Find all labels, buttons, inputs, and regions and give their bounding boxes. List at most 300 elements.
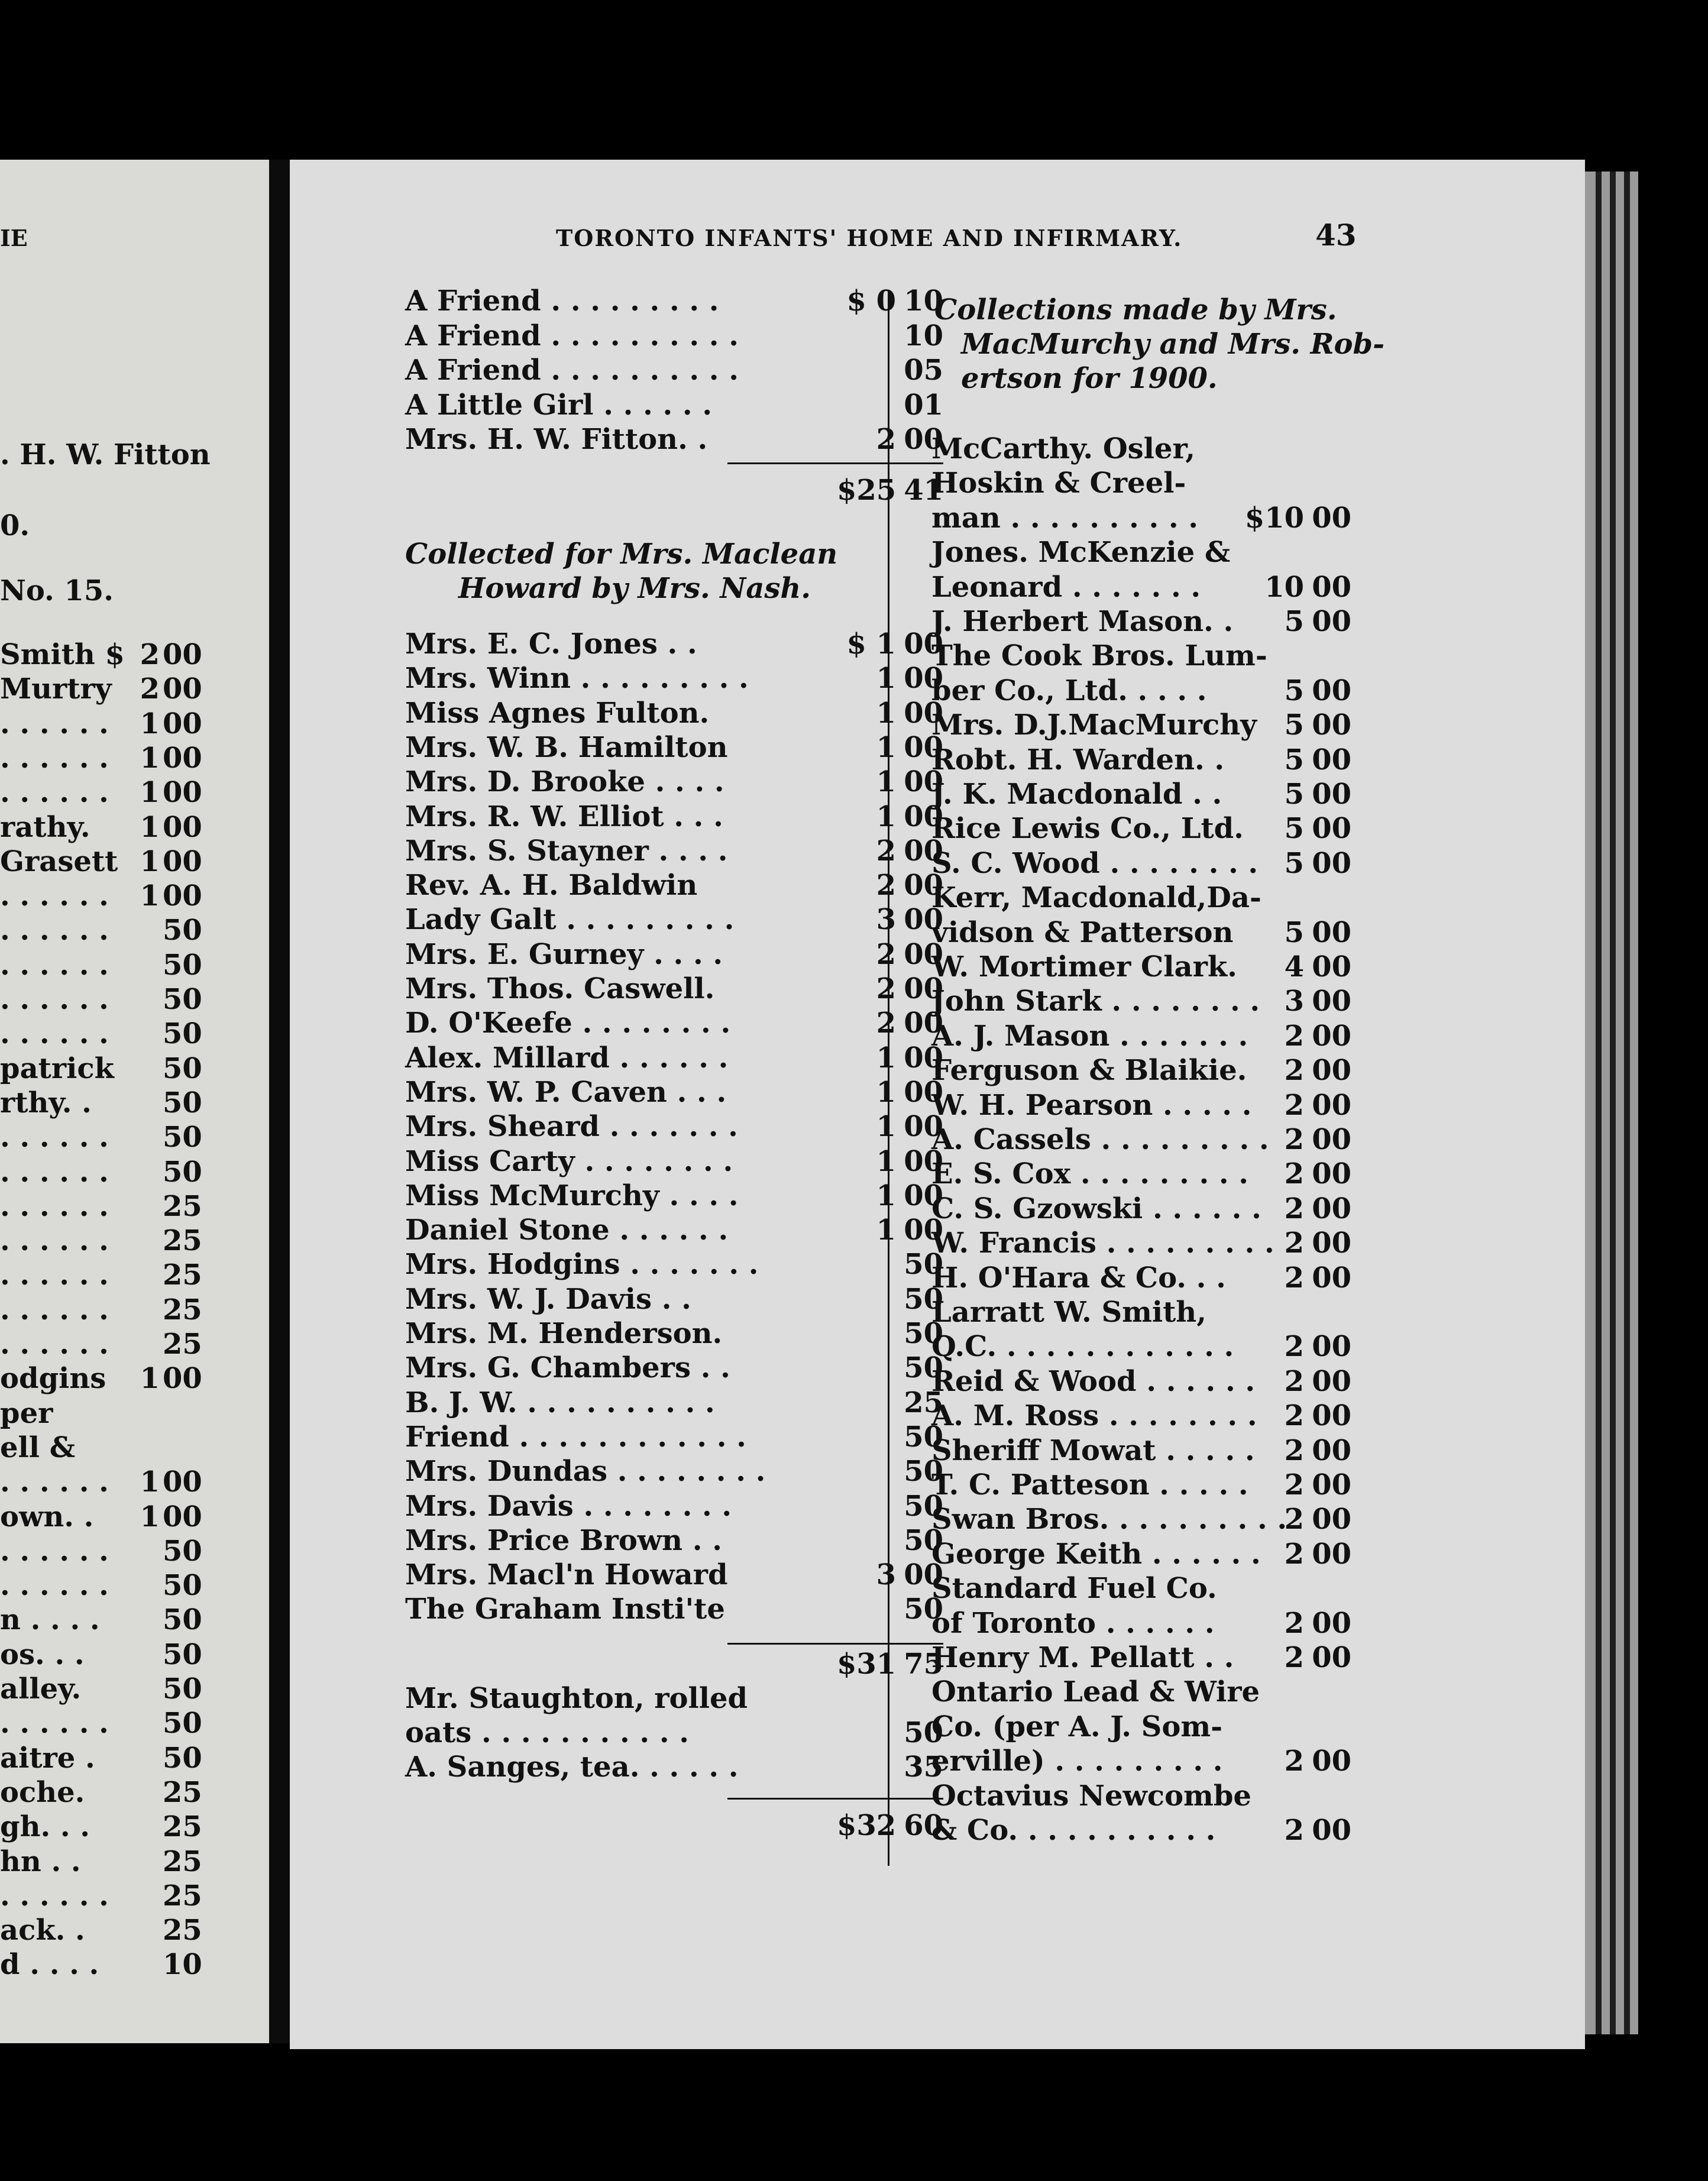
donor-name: . . . . . . bbox=[0, 1155, 109, 1189]
donor-name: Mr. Staughton, rolled bbox=[405, 1682, 748, 1715]
amount-cents: 50 bbox=[904, 1248, 943, 1282]
amount-dollars: 1 bbox=[876, 696, 896, 730]
donor-name: A Friend . . . . . . . . . . bbox=[405, 319, 739, 352]
donor-name: Swan Bros. . . . . . . . . . bbox=[931, 1503, 1288, 1536]
amount-dollars: 2 bbox=[1284, 1745, 1304, 1778]
amount-dollars: 1 bbox=[140, 1500, 160, 1533]
donor-name: A Friend . . . . . . . . . . bbox=[405, 354, 739, 387]
amount-cents: 75 bbox=[904, 1648, 943, 1681]
donor-name: J. Herbert Mason. . bbox=[931, 605, 1234, 638]
donor-name: . . . . . . bbox=[0, 1569, 109, 1603]
donor-name: A. J. Mason . . . . . . . bbox=[931, 1019, 1248, 1053]
donor-name: . . . . . . bbox=[0, 1224, 109, 1258]
section-heading: Howard by Mrs. Nash. bbox=[458, 572, 811, 605]
donor-name: W. Mortimer Clark. bbox=[931, 950, 1237, 983]
donor-name: . . . . . . bbox=[0, 1189, 109, 1223]
amount-dollars: 3 bbox=[876, 1558, 896, 1592]
amount-cents: 00 bbox=[904, 1075, 943, 1109]
donor-name: Mrs. W. P. Caven . . . bbox=[405, 1075, 727, 1109]
donor-name: Lady Galt . . . . . . . . . bbox=[405, 903, 735, 937]
donor-name: . . . . . . bbox=[0, 983, 109, 1016]
donor-name: Mrs. W. J. Davis . . bbox=[405, 1282, 691, 1316]
amount-dollars: 1 bbox=[140, 1465, 160, 1499]
amount-cents: 05 bbox=[904, 354, 943, 387]
amount-cents: 00 bbox=[904, 1214, 943, 1247]
amount-dollars: 5 bbox=[1284, 812, 1304, 846]
amount-cents: 25 bbox=[904, 1386, 943, 1419]
amount-dollars: 5 bbox=[1284, 605, 1304, 638]
donor-name: Mrs. Winn . . . . . . . . . bbox=[405, 662, 749, 695]
donor-name: rathy. bbox=[0, 810, 90, 844]
donor-name: Smith $ bbox=[0, 638, 125, 671]
amount-cents: 50 bbox=[904, 1489, 943, 1523]
donor-name: A. Cassels . . . . . . . . . bbox=[931, 1123, 1269, 1156]
amount-cents: 00 bbox=[1312, 1019, 1351, 1053]
donor-name: . . . . . . bbox=[0, 741, 109, 775]
amount-cents: 00 bbox=[1312, 1433, 1351, 1467]
amount-cents: 00 bbox=[1312, 501, 1351, 535]
amount-cents: 00 bbox=[1312, 708, 1351, 742]
amount-cents: 00 bbox=[1312, 1227, 1351, 1260]
donor-name: Mrs. Macl'n Howard bbox=[405, 1558, 728, 1592]
amount-dollars: 2 bbox=[1284, 1606, 1304, 1640]
amount-cents: 00 bbox=[904, 662, 943, 695]
amount-cents: 50 bbox=[163, 948, 202, 982]
donor-name: T. C. Patteson . . . . . bbox=[931, 1468, 1248, 1502]
donor-name: gh. . . bbox=[0, 1810, 90, 1844]
amount-cents: 00 bbox=[1312, 1261, 1351, 1295]
donor-name: ell & bbox=[0, 1431, 76, 1464]
donor-name: aitre . bbox=[0, 1741, 95, 1775]
amount-cents: 00 bbox=[904, 834, 943, 868]
amount-cents: 50 bbox=[904, 1716, 943, 1749]
amount-cents: 00 bbox=[1312, 1330, 1351, 1364]
donor-name: . . . . . . bbox=[0, 1293, 109, 1326]
amount-dollars: 2 bbox=[1284, 1019, 1304, 1053]
amount-cents: 00 bbox=[163, 707, 202, 740]
amount-dollars: 5 bbox=[1284, 743, 1304, 776]
amount-cents: 00 bbox=[904, 627, 943, 661]
amount-dollars: 2 bbox=[876, 1007, 896, 1040]
amount-cents: 00 bbox=[1312, 1745, 1351, 1778]
donor-name: The Cook Bros. Lum- bbox=[931, 639, 1267, 673]
amount-dollars: 5 bbox=[1284, 708, 1304, 742]
donor-name: Larratt W. Smith, bbox=[931, 1296, 1206, 1329]
amount-cents: 10 bbox=[904, 319, 943, 352]
amount-cents: 41 bbox=[904, 474, 943, 507]
amount-cents: 10 bbox=[904, 284, 943, 318]
donor-name: odgins bbox=[0, 1362, 106, 1396]
amount-cents: 50 bbox=[904, 1351, 943, 1385]
amount-cents: 00 bbox=[1312, 605, 1351, 638]
donor-name: W. Francis . . . . . . . . . bbox=[931, 1227, 1274, 1260]
section-heading: Collected for Mrs. Maclean bbox=[405, 538, 838, 571]
amount-cents: 50 bbox=[163, 1603, 202, 1637]
amount-cents: 25 bbox=[163, 1293, 202, 1326]
amount-dollars: 1 bbox=[876, 1110, 896, 1144]
donor-name: . . . . . . bbox=[0, 1879, 109, 1913]
donor-name: Alex. Millard . . . . . . bbox=[405, 1041, 729, 1075]
amount-dollars: $31 bbox=[837, 1648, 897, 1681]
donor-name: Mrs. Davis . . . . . . . . bbox=[405, 1489, 732, 1523]
amount-dollars: 2 bbox=[1284, 1157, 1304, 1191]
donor-name: Hoskin & Creel- bbox=[931, 467, 1186, 500]
donor-name: Miss McMurchy . . . . bbox=[405, 1179, 739, 1212]
donor-name: Mrs. Thos. Caswell. bbox=[405, 972, 715, 1005]
amount-dollars: 1 bbox=[876, 1041, 896, 1075]
amount-dollars: 5 bbox=[1284, 674, 1304, 707]
donor-name: rthy. . bbox=[0, 1086, 92, 1119]
amount-cents: 50 bbox=[163, 1638, 202, 1671]
amount-cents: 00 bbox=[163, 638, 202, 671]
donor-name: No. 15. bbox=[0, 574, 114, 607]
amount-cents: 00 bbox=[904, 1007, 943, 1040]
amount-dollars: 1 bbox=[876, 765, 896, 799]
total-rule bbox=[727, 1643, 943, 1645]
left-page-column bbox=[0, 160, 269, 2043]
donor-name: . . . . . . bbox=[0, 776, 109, 810]
page-edges bbox=[1585, 171, 1638, 2034]
donor-name: . . . . . . bbox=[0, 948, 109, 982]
donor-name: alley. bbox=[0, 1672, 82, 1706]
amount-cents: 00 bbox=[1312, 778, 1351, 811]
amount-dollars: 2 bbox=[876, 937, 896, 971]
amount-dollars: 2 bbox=[1284, 1123, 1304, 1156]
donor-name: os. . . bbox=[0, 1638, 85, 1671]
donor-name: Jones. McKenzie & bbox=[931, 536, 1231, 569]
amount-cents: 10 bbox=[163, 1948, 202, 1982]
donor-name: . . . . . . bbox=[0, 1328, 109, 1361]
donor-name: 0. bbox=[0, 509, 30, 542]
donor-name: D. O'Keefe . . . . . . . . bbox=[405, 1007, 731, 1040]
amount-dollars: 2 bbox=[1284, 1503, 1304, 1536]
donor-name: Robt. H. Warden. . bbox=[931, 743, 1225, 776]
amount-dollars: 2 bbox=[876, 869, 896, 902]
amount-cents: 00 bbox=[1312, 1537, 1351, 1571]
donor-name: Standard Fuel Co. bbox=[931, 1572, 1217, 1606]
donor-name: John Stark . . . . . . . . bbox=[931, 985, 1260, 1018]
donor-name: . . . . . . bbox=[0, 879, 109, 913]
amount-cents: 00 bbox=[163, 1465, 202, 1499]
amount-cents: 00 bbox=[1312, 674, 1351, 707]
book-gutter bbox=[269, 160, 290, 2043]
amount-cents: 50 bbox=[163, 1741, 202, 1775]
amount-cents: 00 bbox=[904, 1144, 943, 1178]
amount-cents: 00 bbox=[1312, 812, 1351, 846]
amount-dollars: $ 0 bbox=[846, 284, 896, 318]
amount-cents: 00 bbox=[904, 1558, 943, 1592]
amount-cents: 00 bbox=[1312, 1606, 1351, 1640]
amount-cents: 25 bbox=[163, 1914, 202, 1947]
amount-cents: 00 bbox=[163, 776, 202, 810]
donor-name: patrick bbox=[0, 1051, 114, 1085]
donor-name: vidson & Patterson bbox=[931, 915, 1234, 949]
right-column bbox=[931, 0, 1385, 2181]
donor-name: Mrs. G. Chambers . . bbox=[405, 1351, 730, 1385]
amount-dollars: 1 bbox=[876, 1179, 896, 1212]
amount-dollars: $10 bbox=[1244, 501, 1304, 535]
amount-dollars: 2 bbox=[876, 972, 896, 1005]
donor-name: . . . . . . bbox=[0, 1465, 109, 1499]
amount-cents: 25 bbox=[163, 1810, 202, 1844]
amount-cents: 00 bbox=[1312, 1054, 1351, 1088]
amount-dollars: 3 bbox=[876, 903, 896, 937]
donor-name: hn . . bbox=[0, 1845, 81, 1878]
amount-cents: 00 bbox=[1312, 985, 1351, 1018]
amount-cents: 00 bbox=[1312, 1123, 1351, 1156]
amount-cents: 35 bbox=[904, 1750, 943, 1784]
left-page-header: IE bbox=[0, 225, 28, 251]
donor-name: A. M. Ross . . . . . . . . bbox=[931, 1399, 1257, 1433]
amount-cents: 50 bbox=[163, 1121, 202, 1154]
donor-name: J. K. Macdonald . . bbox=[931, 778, 1222, 811]
amount-dollars: 1 bbox=[140, 879, 160, 913]
amount-cents: 00 bbox=[904, 972, 943, 1005]
amount-cents: 50 bbox=[163, 1569, 202, 1603]
amount-dollars: 2 bbox=[1284, 1227, 1304, 1260]
amount-cents: 50 bbox=[163, 1707, 202, 1740]
amount-dollars: 1 bbox=[140, 707, 160, 740]
donor-name: W. H. Pearson . . . . . bbox=[931, 1088, 1252, 1122]
donor-name: Rev. A. H. Baldwin bbox=[405, 869, 698, 902]
donor-name: Henry M. Pellatt . . bbox=[931, 1641, 1234, 1674]
amount-dollars: 5 bbox=[1284, 915, 1304, 949]
donor-name: . . . . . . bbox=[0, 1534, 109, 1568]
donor-name: Mrs. S. Stayner . . . . bbox=[405, 834, 728, 868]
donor-name: Mrs. E. C. Jones . . bbox=[405, 627, 697, 661]
donor-name: . . . . . . bbox=[0, 1121, 109, 1154]
amount-dollars: 2 bbox=[876, 423, 896, 456]
donor-name: Mrs. Hodgins . . . . . . . bbox=[405, 1248, 759, 1282]
donor-name: Friend . . . . . . . . . . . . bbox=[405, 1420, 746, 1454]
donor-name: . . . . . . bbox=[0, 1017, 109, 1051]
page-number: 43 bbox=[1315, 218, 1357, 253]
amount-cents: 50 bbox=[163, 1051, 202, 1085]
amount-cents: 00 bbox=[904, 937, 943, 971]
amount-cents: 50 bbox=[163, 1672, 202, 1706]
page-running-header: TORONTO INFANTS' HOME AND INFIRMARY. bbox=[556, 225, 1183, 251]
amount-cents: 00 bbox=[1312, 1641, 1351, 1674]
amount-dollars: 5 bbox=[1284, 778, 1304, 811]
donor-name: ber Co., Ltd. . . . . bbox=[931, 674, 1207, 707]
donor-name: n . . . . bbox=[0, 1603, 100, 1637]
amount-cents: 00 bbox=[904, 1041, 943, 1075]
donor-name: ack. . bbox=[0, 1914, 85, 1947]
donor-name: Mrs. W. B. Hamilton bbox=[405, 730, 728, 764]
donor-name: oats . . . . . . . . . . . bbox=[405, 1716, 689, 1749]
amount-cents: 00 bbox=[163, 672, 202, 706]
amount-cents: 00 bbox=[1312, 1468, 1351, 1502]
amount-dollars: 3 bbox=[1284, 985, 1304, 1018]
amount-cents: 25 bbox=[163, 1845, 202, 1878]
amount-cents: 50 bbox=[904, 1523, 943, 1557]
amount-dollars: 1 bbox=[140, 844, 160, 878]
amount-cents: 00 bbox=[1312, 1503, 1351, 1536]
donor-name: Co. (per A. J. Som- bbox=[931, 1710, 1223, 1743]
amount-cents: 00 bbox=[1312, 1399, 1351, 1433]
amount-cents: 00 bbox=[904, 1110, 943, 1144]
amount-cents: 00 bbox=[904, 423, 943, 456]
section-heading: Collections made by Mrs. bbox=[934, 293, 1337, 326]
amount-cents: 00 bbox=[904, 730, 943, 764]
amount-dollars: 1 bbox=[140, 776, 160, 810]
amount-cents: 25 bbox=[163, 1328, 202, 1361]
amount-dollars: 10 bbox=[1264, 570, 1304, 604]
amount-dollars: 2 bbox=[1284, 1261, 1304, 1295]
donor-name: oche. bbox=[0, 1775, 85, 1809]
donor-name: E. S. Cox . . . . . . . . . bbox=[931, 1157, 1249, 1191]
donor-name: Daniel Stone . . . . . . bbox=[405, 1214, 729, 1247]
amount-dollars: $ 1 bbox=[846, 627, 896, 661]
left-page-fragment bbox=[0, 160, 269, 2043]
amount-cents: 00 bbox=[163, 1500, 202, 1533]
donor-name: Mrs. R. W. Elliot . . . bbox=[405, 800, 723, 833]
amount-dollars: 1 bbox=[876, 662, 896, 695]
amount-dollars: 2 bbox=[140, 672, 160, 706]
amount-cents: 00 bbox=[1312, 570, 1351, 604]
amount-dollars: 2 bbox=[140, 638, 160, 671]
amount-dollars: 2 bbox=[1284, 1814, 1304, 1847]
amount-cents: 00 bbox=[1312, 846, 1351, 880]
amount-dollars: 1 bbox=[140, 810, 160, 844]
amount-cents: 50 bbox=[904, 1420, 943, 1454]
amount-cents: 00 bbox=[1312, 1088, 1351, 1122]
amount-dollars: 2 bbox=[876, 834, 896, 868]
amount-cents: 00 bbox=[163, 879, 202, 913]
amount-dollars: 2 bbox=[1284, 1433, 1304, 1467]
amount-cents: 00 bbox=[904, 869, 943, 902]
donor-name: Sheriff Mowat . . . . . bbox=[931, 1433, 1255, 1467]
amount-dollars: 2 bbox=[1284, 1468, 1304, 1502]
donor-name: per bbox=[0, 1396, 53, 1430]
amount-dollars: $32 bbox=[837, 1809, 897, 1842]
amount-dollars: 2 bbox=[1284, 1088, 1304, 1122]
donor-name: Miss Agnes Fulton. bbox=[405, 696, 710, 730]
amount-cents: 50 bbox=[904, 1317, 943, 1350]
donor-name: B. J. W. . . . . . . . . . . bbox=[405, 1386, 715, 1419]
amount-cents: 25 bbox=[163, 1879, 202, 1913]
amount-cents: 00 bbox=[163, 844, 202, 878]
donor-name: Mrs. D. Brooke . . . . bbox=[405, 765, 724, 799]
donor-name: man . . . . . . . . . . bbox=[931, 501, 1199, 535]
donor-name: H. O'Hara & Co. . . bbox=[931, 1261, 1226, 1295]
donor-name: Octavius Newcombe bbox=[931, 1779, 1251, 1813]
amount-cents: 00 bbox=[904, 800, 943, 833]
donor-name: of Toronto . . . . . . bbox=[931, 1606, 1215, 1640]
amount-cents: 00 bbox=[1312, 915, 1351, 949]
amount-cents: 25 bbox=[163, 1189, 202, 1223]
amount-dollars: 1 bbox=[876, 730, 896, 764]
amount-cents: 00 bbox=[163, 741, 202, 775]
amount-cents: 01 bbox=[904, 388, 943, 422]
total-rule bbox=[727, 462, 943, 464]
amount-dollars: 2 bbox=[1284, 1537, 1304, 1571]
amount-dollars: 4 bbox=[1284, 950, 1304, 983]
donor-name: own. . bbox=[0, 1500, 94, 1533]
donor-name: Murtry bbox=[0, 672, 112, 706]
amount-cents: 00 bbox=[1312, 1814, 1351, 1847]
amount-cents: 25 bbox=[163, 1775, 202, 1809]
amount-cents: 00 bbox=[904, 903, 943, 937]
section-heading: ertson for 1900. bbox=[961, 362, 1218, 395]
amount-cents: 25 bbox=[163, 1258, 202, 1292]
donor-name: A Friend . . . . . . . . . bbox=[405, 284, 719, 318]
donor-name: Miss Carty . . . . . . . . bbox=[405, 1144, 733, 1178]
donor-name: . H. W. Fitton bbox=[0, 438, 211, 471]
donor-name: George Keith . . . . . . bbox=[931, 1537, 1261, 1571]
amount-dollars: $25 bbox=[837, 474, 897, 507]
amount-cents: 00 bbox=[1312, 1192, 1351, 1225]
donor-name: A Little Girl . . . . . . bbox=[405, 388, 713, 422]
donor-name: Mrs. H. W. Fitton. . bbox=[405, 423, 708, 456]
amount-cents: 60 bbox=[904, 1809, 943, 1842]
amount-cents: 00 bbox=[163, 810, 202, 844]
donor-name: Ontario Lead & Wire bbox=[931, 1675, 1260, 1709]
amount-dollars: 1 bbox=[140, 1362, 160, 1396]
donor-name: Mrs. Dundas . . . . . . . . bbox=[405, 1455, 766, 1488]
donor-name: Mrs. D.J.MacMurchy bbox=[931, 708, 1257, 742]
amount-dollars: 2 bbox=[1284, 1399, 1304, 1433]
amount-cents: 50 bbox=[163, 1086, 202, 1119]
donor-name: d . . . . bbox=[0, 1948, 99, 1982]
amount-cents: 50 bbox=[904, 1455, 943, 1488]
amount-dollars: 2 bbox=[1284, 1192, 1304, 1225]
amount-dollars: 5 bbox=[1284, 846, 1304, 880]
donor-name: C. S. Gzowski . . . . . . bbox=[931, 1192, 1261, 1225]
donor-name: . . . . . . bbox=[0, 707, 109, 740]
amount-dollars: 1 bbox=[876, 800, 896, 833]
amount-dollars: 2 bbox=[1284, 1364, 1304, 1398]
amount-cents: 00 bbox=[1312, 1157, 1351, 1191]
amount-cents: 50 bbox=[163, 1534, 202, 1568]
amount-dollars: 2 bbox=[1284, 1054, 1304, 1088]
amount-cents: 50 bbox=[163, 1017, 202, 1051]
amount-dollars: 1 bbox=[140, 741, 160, 775]
amount-cents: 00 bbox=[904, 765, 943, 799]
amount-cents: 00 bbox=[904, 1179, 943, 1212]
donor-name: Rice Lewis Co., Ltd. bbox=[931, 812, 1244, 846]
section-heading: MacMurchy and Mrs. Rob- bbox=[961, 328, 1385, 361]
amount-dollars: 1 bbox=[876, 1144, 896, 1178]
donor-name: & Co. . . . . . . . . . . bbox=[931, 1814, 1216, 1847]
donor-name: Ferguson & Blaikie. bbox=[931, 1054, 1247, 1088]
amount-dollars: 1 bbox=[876, 1214, 896, 1247]
amount-cents: 00 bbox=[1312, 950, 1351, 983]
donor-name: Q.C. . . . . . . . . . . . . bbox=[931, 1330, 1234, 1364]
donor-name: A. Sanges, tea. . . . . . bbox=[405, 1750, 739, 1784]
donor-name: McCarthy. Osler, bbox=[931, 432, 1195, 465]
amount-cents: 25 bbox=[163, 1224, 202, 1258]
amount-cents: 50 bbox=[904, 1593, 943, 1626]
amount-cents: 50 bbox=[904, 1282, 943, 1316]
donor-name: Mrs. E. Gurney . . . . bbox=[405, 937, 723, 971]
amount-dollars: 1 bbox=[876, 1075, 896, 1109]
donor-name: Kerr, Macdonald,Da- bbox=[931, 881, 1261, 915]
amount-cents: 00 bbox=[1312, 1364, 1351, 1398]
amount-cents: 50 bbox=[163, 1155, 202, 1189]
donor-name: Mrs. Sheard . . . . . . . bbox=[405, 1110, 738, 1144]
donor-name: . . . . . . bbox=[0, 914, 109, 947]
donor-name: erville) . . . . . . . . . bbox=[931, 1745, 1223, 1778]
donor-name: . . . . . . bbox=[0, 1707, 109, 1740]
amount-dollars: 2 bbox=[1284, 1641, 1304, 1674]
amount-dollars: 2 bbox=[1284, 1330, 1304, 1364]
donor-name: Leonard . . . . . . . bbox=[931, 570, 1201, 604]
middle-column bbox=[405, 0, 943, 2181]
donor-name: Mrs. M. Henderson. bbox=[405, 1317, 723, 1350]
donor-name: Grasett bbox=[0, 844, 118, 878]
amount-cents: 50 bbox=[163, 983, 202, 1016]
